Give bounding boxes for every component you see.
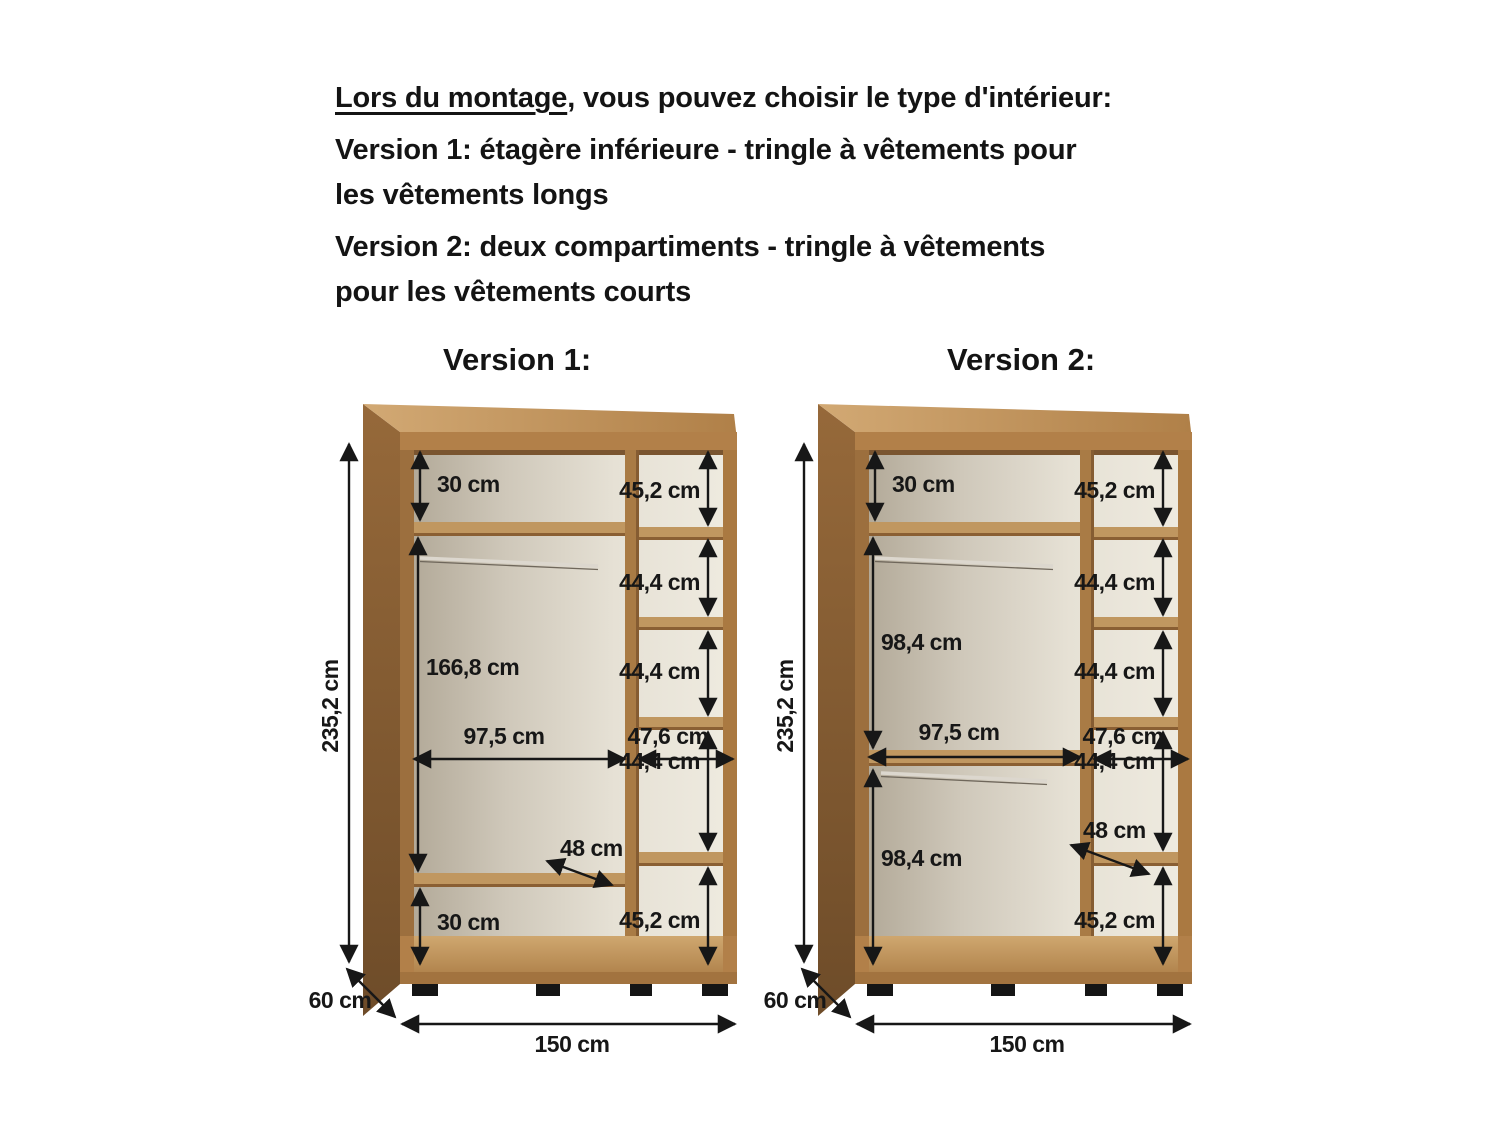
right-inner-wall	[1178, 450, 1192, 936]
depth-dimension-label: 60 cm	[308, 987, 372, 1013]
version2-title: Version 2:	[947, 342, 1096, 377]
lower-section-label: 98,4 cm	[881, 845, 962, 871]
left-width-label: 97,5 cm	[463, 723, 545, 749]
shelf-depth-label: 48 cm	[1083, 817, 1146, 843]
foot	[991, 984, 1015, 996]
left-top-shelf-edge	[869, 533, 1080, 536]
top-section-label: 30 cm	[892, 471, 955, 497]
side-panel	[363, 404, 400, 1016]
right-section-label-4: 44,4 cm	[1074, 748, 1155, 774]
right-section-label-5: 45,2 cm	[1074, 907, 1155, 933]
bottom-section-label: 30 cm	[437, 909, 500, 935]
width-dimension-label: 150 cm	[534, 1031, 610, 1057]
floor-panel	[414, 936, 723, 972]
foot	[412, 984, 438, 996]
right-section-label-1: 45,2 cm	[619, 477, 700, 503]
left-inner-wall	[400, 450, 414, 936]
right-section-label-2: 44,4 cm	[1074, 569, 1155, 595]
bottom-rail	[400, 972, 737, 984]
interior-top-shadow	[414, 450, 723, 455]
right-section-label-4: 44,4 cm	[619, 748, 700, 774]
left-top-shelf-edge	[414, 533, 625, 536]
height-dimension-label: 235,2 cm	[772, 659, 798, 753]
right-shelf-4-edge	[639, 863, 723, 866]
main-section-label: 166,8 cm	[426, 654, 520, 680]
right-section-label-3: 44,4 cm	[1074, 658, 1155, 684]
right-section-label-2: 44,4 cm	[619, 569, 700, 595]
right-width-label: 47,6 cm	[1082, 723, 1164, 749]
right-shelf-1-edge	[639, 537, 723, 540]
right-shelf-1-edge	[1094, 537, 1178, 540]
right-inner-wall	[723, 450, 737, 936]
right-section-label-5: 45,2 cm	[619, 907, 700, 933]
feet	[867, 984, 1183, 996]
depth-dimension-label: 60 cm	[763, 987, 827, 1013]
left-width-label: 97,5 cm	[918, 719, 1000, 745]
width-dimension-label: 150 cm	[989, 1031, 1065, 1057]
foot	[536, 984, 560, 996]
right-shelf-2-edge	[639, 627, 723, 630]
feet	[412, 984, 728, 996]
instructions-line-5: pour les vêtements courts	[335, 276, 691, 308]
instructions-line-3: les vêtements longs	[335, 179, 609, 211]
vertical-divider-edge	[1091, 450, 1094, 936]
height-dimension-label: 235,2 cm	[317, 659, 343, 753]
right-section-label-3: 44,4 cm	[619, 658, 700, 684]
version2-wardrobe-diagram	[755, 388, 1225, 1068]
right-shelf-2-edge	[1094, 627, 1178, 630]
vertical-divider-edge	[636, 450, 639, 936]
upper-section-label: 98,4 cm	[881, 629, 962, 655]
foot	[702, 984, 728, 996]
foot	[1085, 984, 1107, 996]
foot	[867, 984, 893, 996]
left-inner-wall	[855, 450, 869, 936]
interior-top-shadow	[869, 450, 1178, 455]
version1-wardrobe-diagram	[300, 388, 770, 1068]
right-section-label-1: 45,2 cm	[1074, 477, 1155, 503]
middle-divider-shelf-edge	[869, 763, 1080, 766]
side-panel	[818, 404, 855, 1016]
top-section-label: 30 cm	[437, 471, 500, 497]
shelf-depth-label: 48 cm	[560, 835, 623, 861]
right-width-label: 47,6 cm	[627, 723, 709, 749]
instructions-text	[335, 76, 1235, 315]
instructions-line-2: Version 1: étagère inférieure - tringle à vêtements pour	[335, 134, 1077, 166]
version1-title: Version 1:	[443, 342, 592, 377]
instructions-line-1-underlined: Lors du montage	[335, 82, 568, 114]
floor-panel	[869, 936, 1178, 972]
bottom-rail	[855, 972, 1192, 984]
instructions-line-1-rest: , vous pouvez choisir le type d'intérieur:	[567, 82, 1113, 114]
instructions-line-1	[335, 76, 1235, 121]
left-bottom-shelf-edge	[414, 884, 625, 887]
foot	[1157, 984, 1183, 996]
foot	[630, 984, 652, 996]
instructions-line-4: Version 2: deux compartiments - tringle à vêtements	[335, 231, 1046, 263]
right-shelf-4-edge	[1094, 863, 1178, 866]
